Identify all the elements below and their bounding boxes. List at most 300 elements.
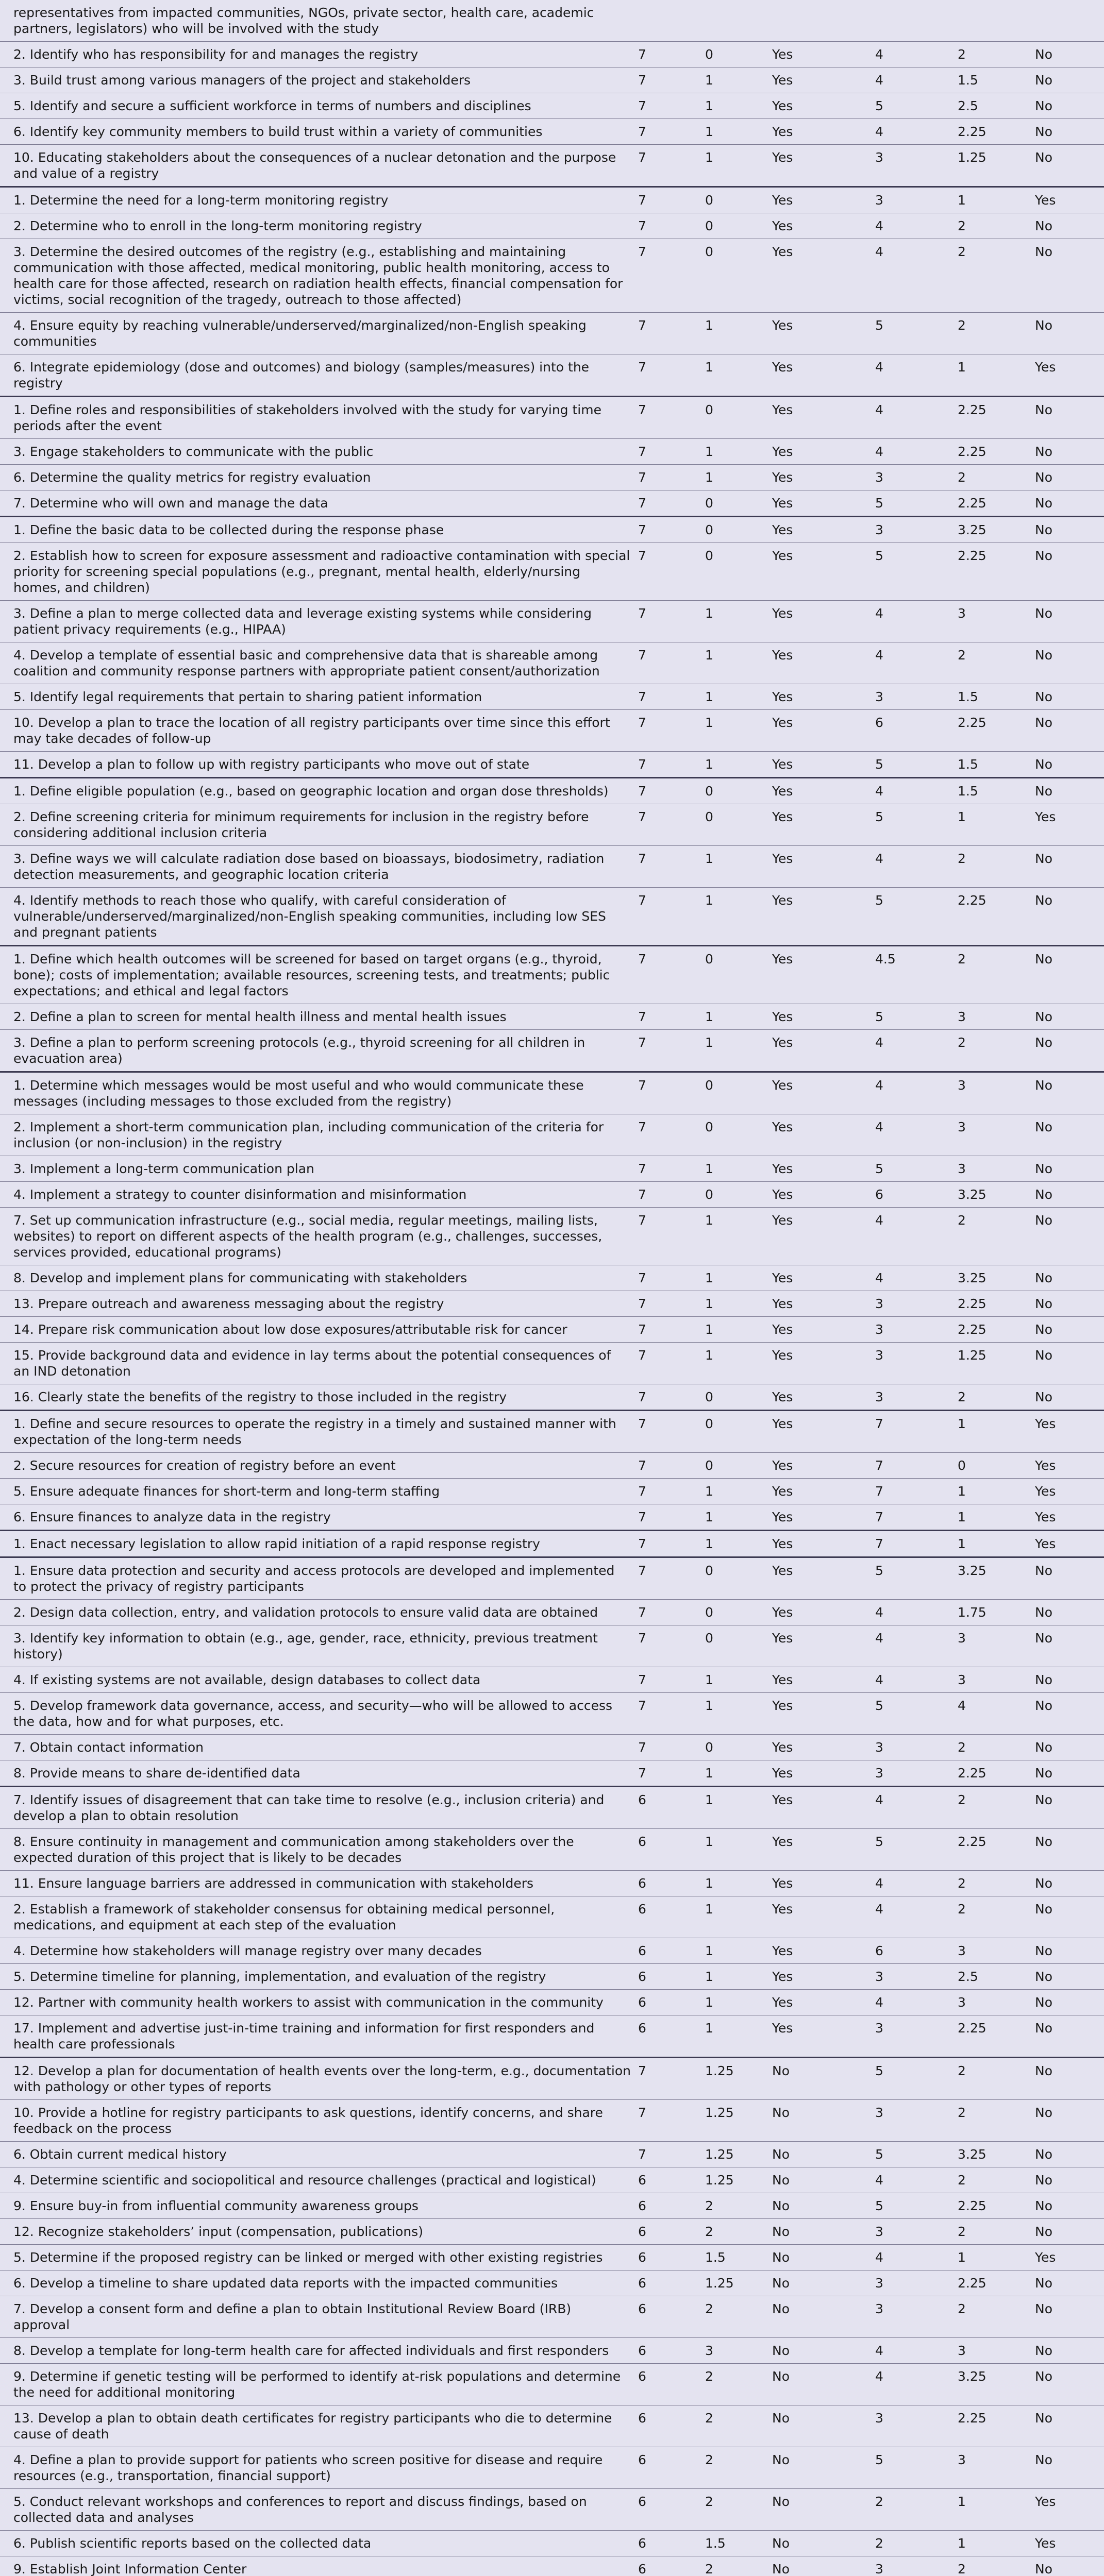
item-text: 1. Enact necessary legislation to allow rapid initiation of a rapid response registry — [0, 1531, 634, 1557]
cell-d: 6 — [871, 1182, 954, 1208]
cell-d: 5 — [871, 490, 954, 517]
cell-c: No — [768, 2531, 871, 2556]
item-text: 12. Recognize stakeholders’ input (compensation, publications) — [0, 2219, 634, 2245]
cell-b: 0 — [701, 1453, 768, 1479]
cell-c: Yes — [768, 490, 871, 517]
cell-c: No — [768, 2100, 871, 2142]
cell-c: Yes — [768, 187, 871, 213]
cell-a: 7 — [634, 1004, 701, 1030]
cell-e: 3.25 — [954, 1265, 1031, 1291]
cell-b — [701, 0, 768, 42]
cell-d: 5 — [871, 2447, 954, 2489]
item-text: 17. Implement and advertise just-in-time training and information for first responders and health care professionals — [0, 2015, 634, 2058]
cell-f: No — [1031, 1938, 1104, 1964]
cell-d: 4 — [871, 439, 954, 465]
cell-d: 3 — [871, 1964, 954, 1990]
table-row — [0, 1938, 1104, 1964]
cell-a: 7 — [634, 490, 701, 517]
item-text: 4. Define a plan to provide support for patients who screen positive for disease and require resources (e.g., transportation, financial support) — [0, 2447, 634, 2489]
cell-d: 3 — [871, 2405, 954, 2447]
item-text: 1. Define and secure resources to operate the registry in a timely and sustained manner with expectation of the long-term needs — [0, 1411, 634, 1453]
cell-a: 6 — [634, 1896, 701, 1938]
cell-f: No — [1031, 1896, 1104, 1938]
cell-a: 7 — [634, 1291, 701, 1317]
cell-a: 7 — [634, 1453, 701, 1479]
table-row — [0, 642, 1104, 684]
cell-b: 0 — [701, 1114, 768, 1156]
cell-b: 1 — [701, 1343, 768, 1384]
cell-d: 4 — [871, 1896, 954, 1938]
cell-a: 7 — [634, 1693, 701, 1735]
item-text: 5. Identify and secure a sufficient workforce in terms of numbers and disciplines — [0, 93, 634, 119]
item-text: 6. Obtain current medical history — [0, 2142, 634, 2167]
cell-a: 7 — [634, 1156, 701, 1182]
cell-e: 2 — [954, 2058, 1031, 2100]
cell-f: No — [1031, 1693, 1104, 1735]
cell-b: 1 — [701, 145, 768, 187]
cell-b: 1 — [701, 601, 768, 642]
cell-e: 1 — [954, 1504, 1031, 1531]
cell-b: 0 — [701, 1600, 768, 1625]
cell-a: 7 — [634, 601, 701, 642]
cell-d: 3 — [871, 145, 954, 187]
table-row — [0, 1004, 1104, 1030]
cell-f: No — [1031, 1557, 1104, 1600]
cell-e: 1.5 — [954, 684, 1031, 710]
cell-a: 7 — [634, 1384, 701, 1411]
cell-f: No — [1031, 239, 1104, 313]
cell-b: 1 — [701, 1531, 768, 1557]
cell-f: No — [1031, 93, 1104, 119]
cell-c: Yes — [768, 804, 871, 846]
cell-e: 1 — [954, 2531, 1031, 2556]
cell-c: Yes — [768, 642, 871, 684]
cell-a: 6 — [634, 1938, 701, 1964]
cell-f: No — [1031, 2270, 1104, 2296]
cell-e: 2.5 — [954, 93, 1031, 119]
cell-a: 7 — [634, 354, 701, 397]
cell-d: 4 — [871, 42, 954, 67]
table-row — [0, 1411, 1104, 1453]
cell-a: 7 — [634, 1182, 701, 1208]
table-row — [0, 1735, 1104, 1760]
cell-d: 4 — [871, 1871, 954, 1896]
cell-d: 5 — [871, 752, 954, 778]
cell-e: 2.25 — [954, 2193, 1031, 2219]
cell-f: No — [1031, 1625, 1104, 1667]
cell-d: 4 — [871, 601, 954, 642]
cell-e: 2.25 — [954, 543, 1031, 601]
table-row — [0, 239, 1104, 313]
cell-e: 2.25 — [954, 490, 1031, 517]
cell-f: Yes — [1031, 2245, 1104, 2270]
cell-f: No — [1031, 2219, 1104, 2245]
cell-f: Yes — [1031, 1479, 1104, 1504]
cell-d: 3 — [871, 1384, 954, 1411]
cell-b: 0 — [701, 1411, 768, 1453]
cell-e: 1.5 — [954, 67, 1031, 93]
cell-a: 7 — [634, 67, 701, 93]
cell-d: 5 — [871, 888, 954, 946]
cell-a: 7 — [634, 119, 701, 145]
table-row — [0, 2245, 1104, 2270]
cell-e: 2.25 — [954, 1829, 1031, 1871]
cell-e: 3.25 — [954, 2142, 1031, 2167]
cell-d: 5 — [871, 1004, 954, 1030]
cell-c: Yes — [768, 684, 871, 710]
cell-f: No — [1031, 778, 1104, 804]
cell-e: 2 — [954, 2100, 1031, 2142]
cell-c: Yes — [768, 752, 871, 778]
item-text: 7. Obtain contact information — [0, 1735, 634, 1760]
cell-d: 3 — [871, 1735, 954, 1760]
cell-c: Yes — [768, 1453, 871, 1479]
cell-d: 5 — [871, 2142, 954, 2167]
cell-f: No — [1031, 642, 1104, 684]
cell-c: No — [768, 2193, 871, 2219]
cell-b: 1 — [701, 93, 768, 119]
table-row — [0, 1871, 1104, 1896]
item-text: 4. Identify methods to reach those who qualify, with careful consideration of vulnerable/underserved/marginalized/non-English speaking communities, including low SES and pregnant patients — [0, 888, 634, 946]
cell-f: No — [1031, 1600, 1104, 1625]
cell-f: Yes — [1031, 1411, 1104, 1453]
cell-f: No — [1031, 42, 1104, 67]
cell-a: 6 — [634, 2270, 701, 2296]
cell-f: No — [1031, 601, 1104, 642]
cell-b: 0 — [701, 213, 768, 239]
table-row — [0, 1291, 1104, 1317]
cell-c: Yes — [768, 1735, 871, 1760]
cell-d: 5 — [871, 2193, 954, 2219]
table-row — [0, 1479, 1104, 1504]
cell-d: 3 — [871, 1760, 954, 1787]
cell-b: 1 — [701, 1693, 768, 1735]
table-row — [0, 2531, 1104, 2556]
cell-e: 2 — [954, 1030, 1031, 1072]
cell-d: 5 — [871, 93, 954, 119]
cell-f: No — [1031, 2338, 1104, 2364]
cell-d: 4 — [871, 1114, 954, 1156]
cell-a: 7 — [634, 145, 701, 187]
item-text: 3. Define a plan to perform screening protocols (e.g., thyroid screening for all children in evacuation area) — [0, 1030, 634, 1072]
table-row — [0, 119, 1104, 145]
table-row — [0, 1453, 1104, 1479]
table-row — [0, 684, 1104, 710]
cell-f: No — [1031, 1964, 1104, 1990]
item-text: 5. Ensure adequate finances for short-term and long-term staffing — [0, 1479, 634, 1504]
cell-f: No — [1031, 2447, 1104, 2489]
cell-c: Yes — [768, 1787, 871, 1829]
table-row — [0, 804, 1104, 846]
cell-c: Yes — [768, 1760, 871, 1787]
item-text: 11. Ensure language barriers are addressed in communication with stakeholders — [0, 1871, 634, 1896]
cell-b: 1 — [701, 1667, 768, 1693]
cell-c: Yes — [768, 1990, 871, 2015]
cell-f: No — [1031, 1760, 1104, 1787]
item-text: 9. Determine if genetic testing will be performed to identify at-risk populations and determine the need for additional monitoring — [0, 2364, 634, 2405]
cell-b: 0 — [701, 1072, 768, 1114]
cell-e: 2 — [954, 1384, 1031, 1411]
table-row — [0, 93, 1104, 119]
cell-c: No — [768, 2142, 871, 2167]
cell-d: 7 — [871, 1531, 954, 1557]
cell-c: Yes — [768, 1625, 871, 1667]
cell-f: Yes — [1031, 354, 1104, 397]
cell-e: 3 — [954, 1667, 1031, 1693]
cell-a: 7 — [634, 1504, 701, 1531]
cell-b: 1 — [701, 1760, 768, 1787]
cell-c: Yes — [768, 1208, 871, 1265]
cell-f: No — [1031, 1735, 1104, 1760]
cell-f: No — [1031, 1291, 1104, 1317]
table-row — [0, 1625, 1104, 1667]
table-row — [0, 2296, 1104, 2338]
cell-c: Yes — [768, 2015, 871, 2058]
table-row — [0, 517, 1104, 543]
cell-d: 4 — [871, 1265, 954, 1291]
item-text: 11. Develop a plan to follow up with registry participants who move out of state — [0, 752, 634, 778]
cell-a: 6 — [634, 2245, 701, 2270]
cell-e: 1 — [954, 1411, 1031, 1453]
cell-e: 2 — [954, 1896, 1031, 1938]
item-text: 2. Define screening criteria for minimum requirements for inclusion in the registry before considering additional inclusion criteria — [0, 804, 634, 846]
cell-e: 2.25 — [954, 1317, 1031, 1343]
cell-d: 7 — [871, 1504, 954, 1531]
cell-f: No — [1031, 710, 1104, 752]
item-text: 6. Ensure finances to analyze data in the registry — [0, 1504, 634, 1531]
table-row — [0, 2015, 1104, 2058]
item-text: 3. Engage stakeholders to communicate with the public — [0, 439, 634, 465]
item-text: 16. Clearly state the benefits of the registry to those included in the registry — [0, 1384, 634, 1411]
item-text: 9. Establish Joint Information Center — [0, 2556, 634, 2576]
item-text: 3. Build trust among various managers of the project and stakeholders — [0, 67, 634, 93]
cell-a: 7 — [634, 213, 701, 239]
cell-f: Yes — [1031, 2531, 1104, 2556]
cell-e: 3.25 — [954, 2364, 1031, 2405]
table-row — [0, 1829, 1104, 1871]
cell-b: 1 — [701, 846, 768, 888]
cell-b: 1 — [701, 67, 768, 93]
table-row — [0, 2167, 1104, 2193]
item-text: 13. Prepare outreach and awareness messaging about the registry — [0, 1291, 634, 1317]
cell-a: 6 — [634, 2296, 701, 2338]
table-row — [0, 145, 1104, 187]
cell-d: 4 — [871, 1990, 954, 2015]
cell-f: Yes — [1031, 804, 1104, 846]
item-text: 8. Develop a template for long-term health care for affected individuals and first responders — [0, 2338, 634, 2364]
cell-d: 4 — [871, 1600, 954, 1625]
table-row — [0, 1114, 1104, 1156]
cell-e: 2.25 — [954, 1291, 1031, 1317]
cell-d: 7 — [871, 1479, 954, 1504]
table-row — [0, 2447, 1104, 2489]
cell-a: 7 — [634, 1343, 701, 1384]
cell-b: 2 — [701, 2219, 768, 2245]
cell-e: 3.25 — [954, 517, 1031, 543]
cell-d: 3 — [871, 684, 954, 710]
cell-f: No — [1031, 397, 1104, 439]
item-text: 8. Ensure continuity in management and communication among stakeholders over the expected duration of this project that is likely to be decades — [0, 1829, 634, 1871]
cell-f: No — [1031, 846, 1104, 888]
table-row — [0, 2058, 1104, 2100]
cell-b: 1 — [701, 2015, 768, 2058]
cell-f: No — [1031, 1384, 1104, 1411]
cell-e: 2 — [954, 2167, 1031, 2193]
cell-c: No — [768, 2058, 871, 2100]
table-row — [0, 2489, 1104, 2531]
table-row — [0, 1504, 1104, 1531]
item-text: 6. Integrate epidemiology (dose and outcomes) and biology (samples/measures) into the registry — [0, 354, 634, 397]
item-text: 14. Prepare risk communication about low dose exposures/attributable risk for cancer — [0, 1317, 634, 1343]
cell-e: 2.25 — [954, 397, 1031, 439]
cell-d: 4 — [871, 1667, 954, 1693]
cell-d: 4 — [871, 1030, 954, 1072]
cell-b: 0 — [701, 239, 768, 313]
item-text: 1. Determine the need for a long-term monitoring registry — [0, 187, 634, 213]
table-row — [0, 2405, 1104, 2447]
cell-f: No — [1031, 2193, 1104, 2219]
cell-d: 3 — [871, 2556, 954, 2576]
cell-c: No — [768, 2489, 871, 2531]
cell-c: No — [768, 2270, 871, 2296]
cell-c: Yes — [768, 239, 871, 313]
cell-c: Yes — [768, 1896, 871, 1938]
table-row — [0, 778, 1104, 804]
cell-b: 0 — [701, 187, 768, 213]
cell-d: 4 — [871, 846, 954, 888]
cell-a: 6 — [634, 2364, 701, 2405]
cell-b: 0 — [701, 1384, 768, 1411]
table-row — [0, 1760, 1104, 1787]
table-row — [0, 946, 1104, 1004]
cell-f: No — [1031, 490, 1104, 517]
item-text: 5. Conduct relevant workshops and conferences to report and discuss findings, based on collected data and analyses — [0, 2489, 634, 2531]
cell-b: 3 — [701, 2338, 768, 2364]
cell-b: 1 — [701, 313, 768, 354]
cell-d: 4 — [871, 2167, 954, 2193]
cell-d: 4 — [871, 213, 954, 239]
cell-d: 4 — [871, 2245, 954, 2270]
cell-a: 7 — [634, 239, 701, 313]
cell-a: 7 — [634, 187, 701, 213]
cell-b: 0 — [701, 1557, 768, 1600]
cell-c: Yes — [768, 1411, 871, 1453]
cell-d: 3 — [871, 517, 954, 543]
item-text: 5. Determine if the proposed registry can be linked or merged with other existing registries — [0, 2245, 634, 2270]
table-row — [0, 1343, 1104, 1384]
cell-a: 7 — [634, 946, 701, 1004]
cell-c: Yes — [768, 67, 871, 93]
cell-c: Yes — [768, 1504, 871, 1531]
cell-b: 1 — [701, 1156, 768, 1182]
cell-a: 7 — [634, 42, 701, 67]
item-text: 6. Determine the quality metrics for registry evaluation — [0, 465, 634, 490]
cell-a: 7 — [634, 1625, 701, 1667]
item-text: 2. Implement a short-term communication plan, including communication of the criteria for inclusion (or non-inclusion) in the registry — [0, 1114, 634, 1156]
table-row — [0, 1557, 1104, 1600]
cell-e: 3 — [954, 1072, 1031, 1114]
cell-a: 6 — [634, 2447, 701, 2489]
cell-c: No — [768, 2556, 871, 2576]
cell-f: No — [1031, 1343, 1104, 1384]
item-text: 5. Determine timeline for planning, implementation, and evaluation of the registry — [0, 1964, 634, 1990]
table-row — [0, 2219, 1104, 2245]
cell-c: No — [768, 2364, 871, 2405]
cell-a: 6 — [634, 1871, 701, 1896]
cell-f: No — [1031, 946, 1104, 1004]
table-row — [0, 42, 1104, 67]
cell-e: 2 — [954, 2556, 1031, 2576]
item-text: representatives from impacted communities, NGOs, private sector, health care, academic partners, legislators) who will be involved with the study — [0, 0, 634, 42]
table-row — [0, 846, 1104, 888]
cell-a: 7 — [634, 1479, 701, 1504]
cell-b: 1 — [701, 1504, 768, 1531]
cell-f: No — [1031, 1030, 1104, 1072]
cell-a: 6 — [634, 1829, 701, 1871]
cell-b: 1.25 — [701, 2142, 768, 2167]
cell-f: No — [1031, 119, 1104, 145]
cell-e: 1 — [954, 187, 1031, 213]
cell-d: 5 — [871, 313, 954, 354]
cell-a: 7 — [634, 517, 701, 543]
table-row — [0, 1182, 1104, 1208]
cell-b: 1 — [701, 1938, 768, 1964]
cell-d: 4 — [871, 239, 954, 313]
cell-f: No — [1031, 1667, 1104, 1693]
cell-d: 4 — [871, 119, 954, 145]
cell-c: Yes — [768, 517, 871, 543]
cell-f: No — [1031, 2364, 1104, 2405]
table-row — [0, 213, 1104, 239]
cell-a: 7 — [634, 1030, 701, 1072]
cell-b: 1 — [701, 119, 768, 145]
cell-f: No — [1031, 313, 1104, 354]
item-text: 4. If existing systems are not available, design databases to collect data — [0, 1667, 634, 1693]
cell-d: 4 — [871, 1208, 954, 1265]
cell-c: Yes — [768, 1072, 871, 1114]
item-text: 2. Secure resources for creation of registry before an event — [0, 1453, 634, 1479]
cell-b: 1.25 — [701, 2058, 768, 2100]
cell-a: 6 — [634, 1964, 701, 1990]
cell-f: Yes — [1031, 187, 1104, 213]
cell-c: Yes — [768, 1317, 871, 1343]
cell-e: 1.25 — [954, 1343, 1031, 1384]
cell-c: Yes — [768, 213, 871, 239]
cell-f: Yes — [1031, 1453, 1104, 1479]
cell-b: 2 — [701, 2405, 768, 2447]
cell-b: 0 — [701, 490, 768, 517]
cell-b: 0 — [701, 543, 768, 601]
cell-c: No — [768, 2447, 871, 2489]
cell-b: 1 — [701, 1829, 768, 1871]
cell-a: 7 — [634, 1072, 701, 1114]
cell-c: Yes — [768, 601, 871, 642]
table-row — [0, 2364, 1104, 2405]
cell-a: 7 — [634, 1531, 701, 1557]
cell-f: No — [1031, 2405, 1104, 2447]
cell-b: 1 — [701, 439, 768, 465]
cell-b: 2 — [701, 2489, 768, 2531]
cell-c: No — [768, 2219, 871, 2245]
cell-f: No — [1031, 213, 1104, 239]
table-row — [0, 2338, 1104, 2364]
item-text: 2. Identify who has responsibility for and manages the registry — [0, 42, 634, 67]
cell-c: Yes — [768, 1384, 871, 1411]
cell-b: 1 — [701, 752, 768, 778]
table-row — [0, 1896, 1104, 1938]
cell-a: 6 — [634, 2193, 701, 2219]
item-text: 1. Ensure data protection and security and access protocols are developed and implemented to protect the privacy of registry participants — [0, 1557, 634, 1600]
